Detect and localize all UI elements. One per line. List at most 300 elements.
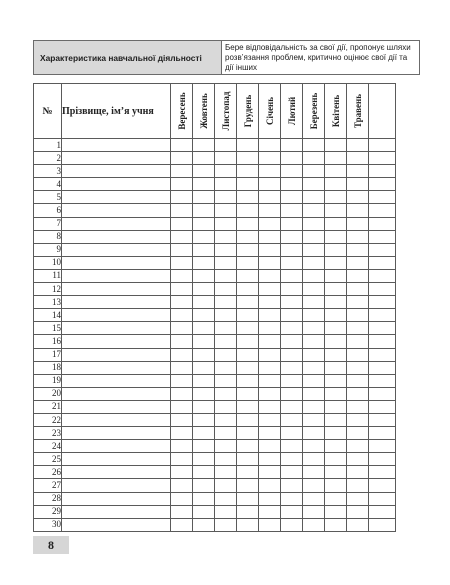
grade-cell[interactable]	[369, 309, 396, 322]
grade-cell[interactable]	[215, 453, 237, 466]
grade-cell[interactable]	[303, 361, 325, 374]
grade-cell[interactable]	[369, 427, 396, 440]
grade-cell[interactable]	[347, 348, 369, 361]
grade-cell[interactable]	[303, 322, 325, 335]
grade-cell[interactable]	[303, 256, 325, 269]
grade-cell[interactable]	[215, 269, 237, 282]
grade-cell[interactable]	[237, 400, 259, 413]
grade-cell[interactable]	[369, 269, 396, 282]
student-name-cell[interactable]	[62, 492, 171, 505]
student-name-cell[interactable]	[62, 243, 171, 256]
grade-cell[interactable]	[237, 217, 259, 230]
grade-cell[interactable]	[303, 413, 325, 426]
grade-cell[interactable]	[369, 217, 396, 230]
grade-cell[interactable]	[193, 466, 215, 479]
student-name-cell[interactable]	[62, 387, 171, 400]
grade-cell[interactable]	[369, 479, 396, 492]
grade-cell[interactable]	[303, 243, 325, 256]
grade-cell[interactable]	[215, 178, 237, 191]
grade-cell[interactable]	[325, 178, 347, 191]
grade-cell[interactable]	[347, 217, 369, 230]
grade-cell[interactable]	[237, 427, 259, 440]
student-name-cell[interactable]	[62, 374, 171, 387]
grade-cell[interactable]	[325, 309, 347, 322]
grade-cell[interactable]	[281, 283, 303, 296]
student-name-cell[interactable]	[62, 479, 171, 492]
grade-cell[interactable]	[347, 427, 369, 440]
grade-cell[interactable]	[215, 335, 237, 348]
grade-cell[interactable]	[237, 152, 259, 165]
grade-cell[interactable]	[303, 387, 325, 400]
grade-cell[interactable]	[303, 139, 325, 152]
grade-cell[interactable]	[193, 152, 215, 165]
grade-cell[interactable]	[303, 374, 325, 387]
grade-cell[interactable]	[237, 413, 259, 426]
grade-cell[interactable]	[259, 139, 281, 152]
grade-cell[interactable]	[171, 479, 193, 492]
grade-cell[interactable]	[171, 335, 193, 348]
grade-cell[interactable]	[259, 492, 281, 505]
grade-cell[interactable]	[325, 466, 347, 479]
grade-cell[interactable]	[171, 165, 193, 178]
grade-cell[interactable]	[193, 230, 215, 243]
grade-cell[interactable]	[303, 165, 325, 178]
grade-cell[interactable]	[347, 309, 369, 322]
student-name-cell[interactable]	[62, 361, 171, 374]
grade-cell[interactable]	[259, 322, 281, 335]
grade-cell[interactable]	[193, 348, 215, 361]
grade-cell[interactable]	[347, 335, 369, 348]
grade-cell[interactable]	[259, 505, 281, 518]
grade-cell[interactable]	[347, 374, 369, 387]
grade-cell[interactable]	[347, 505, 369, 518]
grade-cell[interactable]	[259, 178, 281, 191]
grade-cell[interactable]	[193, 374, 215, 387]
grade-cell[interactable]	[325, 400, 347, 413]
grade-cell[interactable]	[171, 256, 193, 269]
grade-cell[interactable]	[259, 348, 281, 361]
grade-cell[interactable]	[281, 518, 303, 531]
grade-cell[interactable]	[303, 466, 325, 479]
grade-cell[interactable]	[369, 518, 396, 531]
grade-cell[interactable]	[259, 256, 281, 269]
grade-cell[interactable]	[171, 505, 193, 518]
grade-cell[interactable]	[215, 492, 237, 505]
grade-cell[interactable]	[259, 466, 281, 479]
grade-cell[interactable]	[215, 165, 237, 178]
grade-cell[interactable]	[171, 191, 193, 204]
grade-cell[interactable]	[259, 243, 281, 256]
grade-cell[interactable]	[171, 230, 193, 243]
grade-cell[interactable]	[259, 165, 281, 178]
grade-cell[interactable]	[281, 139, 303, 152]
grade-cell[interactable]	[369, 348, 396, 361]
grade-cell[interactable]	[303, 479, 325, 492]
grade-cell[interactable]	[281, 466, 303, 479]
grade-cell[interactable]	[325, 243, 347, 256]
grade-cell[interactable]	[369, 505, 396, 518]
grade-cell[interactable]	[215, 256, 237, 269]
grade-cell[interactable]	[325, 204, 347, 217]
grade-cell[interactable]	[259, 440, 281, 453]
grade-cell[interactable]	[281, 505, 303, 518]
student-name-cell[interactable]	[62, 204, 171, 217]
grade-cell[interactable]	[171, 387, 193, 400]
grade-cell[interactable]	[369, 178, 396, 191]
grade-cell[interactable]	[303, 492, 325, 505]
grade-cell[interactable]	[215, 243, 237, 256]
grade-cell[interactable]	[347, 152, 369, 165]
grade-cell[interactable]	[215, 348, 237, 361]
grade-cell[interactable]	[303, 427, 325, 440]
grade-cell[interactable]	[237, 165, 259, 178]
grade-cell[interactable]	[347, 243, 369, 256]
grade-cell[interactable]	[215, 139, 237, 152]
grade-cell[interactable]	[215, 518, 237, 531]
student-name-cell[interactable]	[62, 440, 171, 453]
grade-cell[interactable]	[215, 400, 237, 413]
grade-cell[interactable]	[281, 204, 303, 217]
grade-cell[interactable]	[215, 322, 237, 335]
grade-cell[interactable]	[325, 230, 347, 243]
grade-cell[interactable]	[171, 453, 193, 466]
grade-cell[interactable]	[281, 374, 303, 387]
grade-cell[interactable]	[303, 269, 325, 282]
grade-cell[interactable]	[193, 139, 215, 152]
grade-cell[interactable]	[193, 283, 215, 296]
grade-cell[interactable]	[193, 309, 215, 322]
grade-cell[interactable]	[193, 492, 215, 505]
grade-cell[interactable]	[171, 178, 193, 191]
grade-cell[interactable]	[171, 217, 193, 230]
student-name-cell[interactable]	[62, 309, 171, 322]
grade-cell[interactable]	[281, 269, 303, 282]
grade-cell[interactable]	[215, 309, 237, 322]
grade-cell[interactable]	[325, 387, 347, 400]
grade-cell[interactable]	[347, 256, 369, 269]
grade-cell[interactable]	[281, 152, 303, 165]
grade-cell[interactable]	[193, 361, 215, 374]
student-name-cell[interactable]	[62, 269, 171, 282]
grade-cell[interactable]	[281, 256, 303, 269]
grade-cell[interactable]	[193, 269, 215, 282]
grade-cell[interactable]	[237, 466, 259, 479]
grade-cell[interactable]	[237, 505, 259, 518]
grade-cell[interactable]	[237, 387, 259, 400]
grade-cell[interactable]	[325, 165, 347, 178]
grade-cell[interactable]	[171, 243, 193, 256]
grade-cell[interactable]	[325, 283, 347, 296]
grade-cell[interactable]	[347, 479, 369, 492]
student-name-cell[interactable]	[62, 139, 171, 152]
grade-cell[interactable]	[325, 440, 347, 453]
grade-cell[interactable]	[325, 427, 347, 440]
grade-cell[interactable]	[281, 400, 303, 413]
grade-cell[interactable]	[347, 191, 369, 204]
grade-cell[interactable]	[369, 283, 396, 296]
grade-cell[interactable]	[259, 204, 281, 217]
grade-cell[interactable]	[303, 204, 325, 217]
student-name-cell[interactable]	[62, 152, 171, 165]
grade-cell[interactable]	[215, 230, 237, 243]
grade-cell[interactable]	[325, 505, 347, 518]
student-name-cell[interactable]	[62, 335, 171, 348]
grade-cell[interactable]	[237, 348, 259, 361]
grade-cell[interactable]	[347, 322, 369, 335]
grade-cell[interactable]	[259, 387, 281, 400]
student-name-cell[interactable]	[62, 322, 171, 335]
grade-cell[interactable]	[259, 217, 281, 230]
grade-cell[interactable]	[237, 204, 259, 217]
grade-cell[interactable]	[369, 413, 396, 426]
grade-cell[interactable]	[281, 387, 303, 400]
grade-cell[interactable]	[369, 204, 396, 217]
grade-cell[interactable]	[303, 348, 325, 361]
grade-cell[interactable]	[237, 230, 259, 243]
grade-cell[interactable]	[259, 230, 281, 243]
grade-cell[interactable]	[193, 296, 215, 309]
grade-cell[interactable]	[303, 518, 325, 531]
grade-cell[interactable]	[171, 283, 193, 296]
grade-cell[interactable]	[325, 152, 347, 165]
grade-cell[interactable]	[215, 479, 237, 492]
grade-cell[interactable]	[325, 453, 347, 466]
student-name-cell[interactable]	[62, 427, 171, 440]
grade-cell[interactable]	[193, 191, 215, 204]
grade-cell[interactable]	[193, 479, 215, 492]
grade-cell[interactable]	[347, 361, 369, 374]
grade-cell[interactable]	[281, 427, 303, 440]
grade-cell[interactable]	[237, 479, 259, 492]
grade-cell[interactable]	[303, 152, 325, 165]
student-name-cell[interactable]	[62, 296, 171, 309]
grade-cell[interactable]	[259, 518, 281, 531]
grade-cell[interactable]	[259, 296, 281, 309]
grade-cell[interactable]	[237, 191, 259, 204]
grade-cell[interactable]	[281, 178, 303, 191]
grade-cell[interactable]	[325, 256, 347, 269]
grade-cell[interactable]	[369, 191, 396, 204]
grade-cell[interactable]	[303, 283, 325, 296]
grade-cell[interactable]	[369, 440, 396, 453]
grade-cell[interactable]	[259, 283, 281, 296]
grade-cell[interactable]	[347, 413, 369, 426]
grade-cell[interactable]	[303, 309, 325, 322]
grade-cell[interactable]	[171, 492, 193, 505]
grade-cell[interactable]	[171, 440, 193, 453]
grade-cell[interactable]	[237, 269, 259, 282]
student-name-cell[interactable]	[62, 453, 171, 466]
grade-cell[interactable]	[281, 453, 303, 466]
grade-cell[interactable]	[281, 348, 303, 361]
grade-cell[interactable]	[369, 374, 396, 387]
grade-cell[interactable]	[193, 217, 215, 230]
grade-cell[interactable]	[237, 139, 259, 152]
grade-cell[interactable]	[347, 165, 369, 178]
grade-cell[interactable]	[325, 479, 347, 492]
grade-cell[interactable]	[171, 139, 193, 152]
grade-cell[interactable]	[347, 178, 369, 191]
student-name-cell[interactable]	[62, 466, 171, 479]
grade-cell[interactable]	[369, 335, 396, 348]
grade-cell[interactable]	[369, 139, 396, 152]
student-name-cell[interactable]	[62, 505, 171, 518]
grade-cell[interactable]	[237, 374, 259, 387]
grade-cell[interactable]	[325, 492, 347, 505]
grade-cell[interactable]	[369, 387, 396, 400]
grade-cell[interactable]	[193, 387, 215, 400]
grade-cell[interactable]	[259, 191, 281, 204]
grade-cell[interactable]	[237, 296, 259, 309]
grade-cell[interactable]	[347, 204, 369, 217]
grade-cell[interactable]	[215, 191, 237, 204]
grade-cell[interactable]	[325, 518, 347, 531]
grade-cell[interactable]	[325, 335, 347, 348]
grade-cell[interactable]	[259, 453, 281, 466]
student-name-cell[interactable]	[62, 178, 171, 191]
grade-cell[interactable]	[171, 400, 193, 413]
grade-cell[interactable]	[347, 139, 369, 152]
grade-cell[interactable]	[215, 427, 237, 440]
grade-cell[interactable]	[281, 335, 303, 348]
grade-cell[interactable]	[369, 256, 396, 269]
grade-cell[interactable]	[281, 440, 303, 453]
grade-cell[interactable]	[347, 453, 369, 466]
grade-cell[interactable]	[281, 413, 303, 426]
grade-cell[interactable]	[215, 413, 237, 426]
grade-cell[interactable]	[303, 191, 325, 204]
grade-cell[interactable]	[281, 492, 303, 505]
grade-cell[interactable]	[281, 479, 303, 492]
grade-cell[interactable]	[281, 217, 303, 230]
grade-cell[interactable]	[259, 427, 281, 440]
grade-cell[interactable]	[171, 518, 193, 531]
grade-cell[interactable]	[193, 256, 215, 269]
grade-cell[interactable]	[303, 178, 325, 191]
grade-cell[interactable]	[237, 243, 259, 256]
grade-cell[interactable]	[193, 335, 215, 348]
grade-cell[interactable]	[237, 361, 259, 374]
grade-cell[interactable]	[347, 492, 369, 505]
grade-cell[interactable]	[193, 322, 215, 335]
grade-cell[interactable]	[325, 374, 347, 387]
grade-cell[interactable]	[237, 178, 259, 191]
student-name-cell[interactable]	[62, 230, 171, 243]
grade-cell[interactable]	[325, 413, 347, 426]
grade-cell[interactable]	[171, 309, 193, 322]
grade-cell[interactable]	[347, 230, 369, 243]
grade-cell[interactable]	[281, 165, 303, 178]
grade-cell[interactable]	[193, 505, 215, 518]
grade-cell[interactable]	[215, 505, 237, 518]
grade-cell[interactable]	[215, 387, 237, 400]
grade-cell[interactable]	[259, 309, 281, 322]
grade-cell[interactable]	[369, 243, 396, 256]
grade-cell[interactable]	[193, 204, 215, 217]
grade-cell[interactable]	[369, 296, 396, 309]
grade-cell[interactable]	[215, 217, 237, 230]
student-name-cell[interactable]	[62, 283, 171, 296]
grade-cell[interactable]	[171, 361, 193, 374]
grade-cell[interactable]	[325, 191, 347, 204]
grade-cell[interactable]	[193, 440, 215, 453]
grade-cell[interactable]	[303, 440, 325, 453]
student-name-cell[interactable]	[62, 400, 171, 413]
grade-cell[interactable]	[325, 361, 347, 374]
student-name-cell[interactable]	[62, 256, 171, 269]
grade-cell[interactable]	[303, 217, 325, 230]
grade-cell[interactable]	[281, 243, 303, 256]
grade-cell[interactable]	[325, 348, 347, 361]
grade-cell[interactable]	[259, 269, 281, 282]
grade-cell[interactable]	[193, 400, 215, 413]
grade-cell[interactable]	[303, 505, 325, 518]
grade-cell[interactable]	[215, 283, 237, 296]
grade-cell[interactable]	[259, 400, 281, 413]
student-name-cell[interactable]	[62, 165, 171, 178]
grade-cell[interactable]	[325, 217, 347, 230]
grade-cell[interactable]	[325, 296, 347, 309]
grade-cell[interactable]	[347, 518, 369, 531]
grade-cell[interactable]	[237, 518, 259, 531]
grade-cell[interactable]	[259, 152, 281, 165]
grade-cell[interactable]	[193, 427, 215, 440]
grade-cell[interactable]	[237, 453, 259, 466]
grade-cell[interactable]	[347, 466, 369, 479]
grade-cell[interactable]	[369, 492, 396, 505]
grade-cell[interactable]	[303, 296, 325, 309]
grade-cell[interactable]	[347, 269, 369, 282]
grade-cell[interactable]	[281, 361, 303, 374]
grade-cell[interactable]	[259, 361, 281, 374]
grade-cell[interactable]	[303, 230, 325, 243]
grade-cell[interactable]	[171, 413, 193, 426]
grade-cell[interactable]	[237, 283, 259, 296]
grade-cell[interactable]	[193, 518, 215, 531]
grade-cell[interactable]	[215, 204, 237, 217]
grade-cell[interactable]	[369, 400, 396, 413]
grade-cell[interactable]	[303, 453, 325, 466]
grade-cell[interactable]	[215, 374, 237, 387]
grade-cell[interactable]	[347, 283, 369, 296]
grade-cell[interactable]	[281, 296, 303, 309]
grade-cell[interactable]	[369, 361, 396, 374]
grade-cell[interactable]	[193, 165, 215, 178]
student-name-cell[interactable]	[62, 191, 171, 204]
grade-cell[interactable]	[259, 374, 281, 387]
grade-cell[interactable]	[215, 361, 237, 374]
grade-cell[interactable]	[215, 152, 237, 165]
grade-cell[interactable]	[171, 152, 193, 165]
grade-cell[interactable]	[171, 322, 193, 335]
grade-cell[interactable]	[237, 335, 259, 348]
grade-cell[interactable]	[369, 165, 396, 178]
grade-cell[interactable]	[347, 387, 369, 400]
student-name-cell[interactable]	[62, 413, 171, 426]
grade-cell[interactable]	[369, 152, 396, 165]
grade-cell[interactable]	[193, 178, 215, 191]
grade-cell[interactable]	[347, 400, 369, 413]
grade-cell[interactable]	[303, 335, 325, 348]
student-name-cell[interactable]	[62, 217, 171, 230]
grade-cell[interactable]	[215, 466, 237, 479]
grade-cell[interactable]	[237, 492, 259, 505]
grade-cell[interactable]	[171, 374, 193, 387]
grade-cell[interactable]	[281, 230, 303, 243]
grade-cell[interactable]	[259, 479, 281, 492]
grade-cell[interactable]	[347, 296, 369, 309]
grade-cell[interactable]	[369, 322, 396, 335]
